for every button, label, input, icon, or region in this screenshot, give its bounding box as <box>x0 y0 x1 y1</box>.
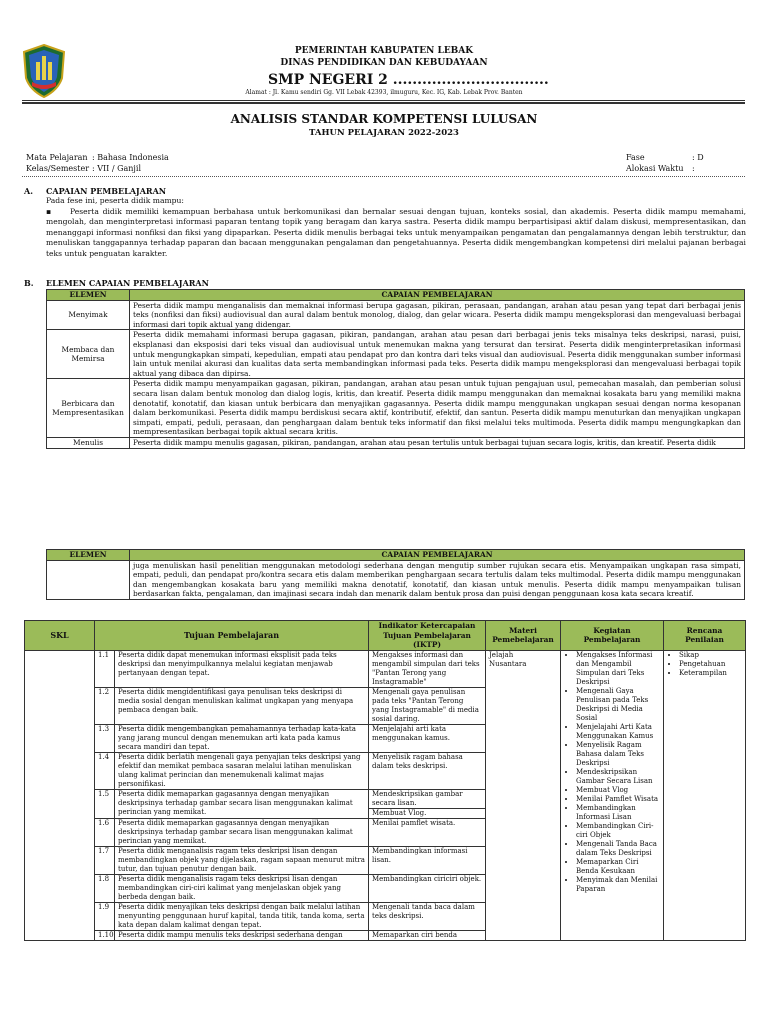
iktp-text: Memaparkan ciri benda <box>369 930 486 940</box>
tp-text: Peserta didik mengidentifikasi gaya penulisan teks deskripsi di media sosial dengan menuliskan kalimat ungkapan yang menyapa pembaca dengan baik. <box>115 687 369 724</box>
document-title: ANALISIS STANDAR KOMPETENSI LULUSAN <box>230 112 538 126</box>
school-address: Alamat : Jl. Kamu sendiri Gg. VII Lebak 42393, ilmuguru, Kec. IG, Kab. Lebak Prov. Banten <box>245 89 523 96</box>
bullet-marker: ▪ <box>46 207 52 216</box>
elemen-name-empty <box>47 560 130 599</box>
elemen-table <box>46 289 745 449</box>
elemen-name: Berbicara dan Mempresentasikan <box>47 379 130 438</box>
meta-divider <box>22 176 745 177</box>
col-capaian: CAPAIAN PEMBELAJARAN <box>130 290 745 301</box>
list-item: • Mendeskripsikan Gambar Secara Lisan <box>576 768 660 786</box>
tp-number: 1.7 <box>95 846 115 874</box>
skl-cell <box>25 650 95 940</box>
elemen-table-header <box>47 550 745 561</box>
department-name: DINAS PENDIDIKAN DAN KEBUDAYAAN <box>280 58 488 68</box>
elemen-capaian: Peserta didik mampu menganalisis dan memaknai informasi berupa gagasan, pikiran, perasaan, pandangan, arahan atau pesan yang tepat dari berbagai jenis teks (nonfiksi dan fiksi) audiovisual dan aural dalam bentuk monolog, dialog, dan gelar wicara. Peserta didik mampu mengeksplorasi dan mengevaluasi berbagai informasi dari topik aktual yang didengar. <box>130 300 745 330</box>
government-name: PEMERINTAH KABUPATEN LEBAK <box>294 46 474 56</box>
iktp-split-cell <box>369 789 486 818</box>
table-row <box>25 650 746 687</box>
tp-number: 1.4 <box>95 752 115 789</box>
list-item: • Mengakses Informasi dan Mengambil Simpulan dari Teks Deskripsi <box>576 651 660 687</box>
col-skl: SKL <box>25 621 95 651</box>
col-elemen: ELEMEN <box>47 290 130 301</box>
tp-text: Peserta didik menganalisis ragam teks deskripsi lisan dengan membandingkan objek yang dijelaskan, ragam sapaan menurut mitra tutur, dan tujuan penutur dengan baik. <box>115 846 369 874</box>
list-item: • Menilai Pamflet Wisata <box>576 795 660 804</box>
materi-line: Jelajah <box>489 650 514 659</box>
table-row <box>47 330 745 379</box>
col-tujuan: Tujuan Pembelajaran <box>95 621 369 651</box>
skl-table-header <box>25 621 746 651</box>
letterhead <box>0 0 768 110</box>
phase-value: : D <box>692 153 704 162</box>
elemen-name: Membaca dan Memirsa <box>47 330 130 379</box>
kegiatan-cell <box>561 650 664 940</box>
list-item: • Menyimak dan Menilai Paparan <box>576 876 660 894</box>
list-item: • Memaparkan Ciri Benda Kesukaan <box>576 858 660 876</box>
tp-number: 1.5 <box>95 789 115 818</box>
materi-line: Nusantara <box>489 659 527 668</box>
list-item: • Mengenali Tanda Baca dalam Teks Deskripsi <box>576 840 660 858</box>
col-kegiatan: Kegiatan Pembelajaran <box>561 621 664 651</box>
col-elemen: ELEMEN <box>47 550 130 561</box>
tp-text: Peserta didik memaparkan gagasannya dengan menyajikan deskripsinya terhadap gambar secara lisan menggunakan kalimat perincian yang memikat. <box>115 789 369 818</box>
elemen-table-header <box>47 290 745 301</box>
header-divider <box>22 100 745 101</box>
iktp-text: Menilai pamflet wisata. <box>369 818 486 846</box>
table-row <box>47 437 745 448</box>
elemen-table-continued <box>46 549 745 600</box>
list-item: • Membuat Vlog <box>576 786 660 795</box>
penilaian-cell <box>664 650 746 940</box>
section-b-heading: ELEMEN CAPAIAN PEMBELAJARAN <box>46 278 209 288</box>
list-item: • Membandingkan Informasi Lisan <box>576 804 660 822</box>
col-materi: Materi Pemebelajaran <box>486 621 561 651</box>
col-penilaian: Rencana Penilaian <box>664 621 746 651</box>
tp-number: 1.1 <box>95 650 115 687</box>
iktp-text: Mengakses informasi dan mengambil simpulan dari teks "Pantan Terong yang Instagramable" <box>369 650 486 687</box>
tp-text: Peserta didik dapat menemukan informasi eksplisit pada teks deskripsi dan menyimpulkannya melalui kegiatan menjawab pertanyaan dengan tepat. <box>115 650 369 687</box>
materi-cell <box>486 650 561 940</box>
class-value: : VII / Ganjil <box>92 164 142 173</box>
tp-number: 1.10 <box>95 930 115 940</box>
list-item: • Mengenali Gaya Penulisan pada Teks Deskripsi di Media Sosial <box>576 687 660 723</box>
elemen-name: Menyimak <box>47 300 130 330</box>
elemen-capaian: Peserta didik memahami informasi berupa gagasan, pikiran, pandangan, arahan atau pesan dari berbagai jenis teks misalnya teks deskripsi, narasi, puisi, eksplanasi dan eksposisi dari teks visual dan audiovisual untuk menemukan makna yang tersurat dan tersirat. Peserta didik menginterpretasikan informasi untuk mengungkapkan simpati, kepedulian, empati atau pendapat pro dan kontra dari teks visual dan audiovisual. Peserta didik menggunakan sumber informasi lain untuk menilai akurasi dan kualitas data serta membandingkan informasi pada teks. Peserta didik mampu mengeksplorasi dan mengevaluasi berbagai topik aktual yang dibaca dan dipirsa. <box>130 330 745 379</box>
skl-table <box>24 620 746 941</box>
subject-label: Mata Pelajaran <box>26 153 88 162</box>
header-divider-thick <box>22 102 745 104</box>
section-a-heading: CAPAIAN PEMBELAJARAN <box>46 186 167 196</box>
section-b-letter: B. <box>24 278 34 288</box>
list-item: • Pengetahuan <box>679 660 742 669</box>
elemen-capaian: Peserta didik mampu menyampaikan gagasan, pikiran, pandangan, arahan atau pesan untuk tujuan pengajuan usul, pemecahan masalah, dan pemberian solusi secara lisan dalam bentuk monolog dan dialog logis, kritis, dan kreatif. Peserta didik mampu menggunakan dan memaknai kosakata baru yang memiliki makna denotatif, konotatif, dan kiasan untuk berbicara dan menyajikan gagasannya. Peserta didik mampu menggunakan ungkapan sesuai dengan norma kesopanan dalam berkomunikasi. Peserta didik mampu berdiskusi secara aktif, kontributif, efektif, dan santun. Peserta didik mampu menuturkan dan menyajikan ungkapan simpati, empati, peduli, perasaan, dan penghargaan dalam bentuk teks informatif dan fiksi melalui teks multimoda. Peserta didik mampu mengungkapkan dan mempresentasikan berbagai topik aktual secara kritis. <box>130 379 745 438</box>
tp-number: 1.9 <box>95 902 115 930</box>
iktp-text: Mengenali gaya penulisan pada teks "Pantan Terong yang Instagramable" di media sosial daring. <box>369 687 486 724</box>
section-a-letter: A. <box>24 186 33 196</box>
tp-number: 1.6 <box>95 818 115 846</box>
elemen-capaian: Peserta didik mampu menulis gagasan, pikiran, pandangan, arahan atau pesan tertulis untuk berbagai tujuan secara logis, kritis, dan kreatif. Peserta didik <box>130 437 745 448</box>
tp-number: 1.8 <box>95 874 115 902</box>
tp-text: Peserta didik mampu menulis teks deskripsi sederhana dengan <box>115 930 369 940</box>
iktp-text: Mengenali tanda baca dalam teks deskripsi. <box>369 902 486 930</box>
time-value: : <box>692 164 695 173</box>
time-label: Alokasi Waktu <box>626 164 684 173</box>
iktp-text: Membandingkan ciriciri objek. <box>369 874 486 902</box>
iktp-text: Membuat Vlog. <box>372 808 427 817</box>
class-label: Kelas/Semester <box>26 164 90 173</box>
iktp-text: Menjelajahi arti kata menggunakan kamus. <box>369 724 486 752</box>
table-row <box>47 379 745 438</box>
list-item: • Keterampilan <box>679 669 742 678</box>
tp-number: 1.2 <box>95 687 115 724</box>
iktp-text: Menyelisik ragam bahasa dalam teks deskripsi. <box>369 752 486 789</box>
document-subtitle: TAHUN PELAJARAN 2022-2023 <box>309 128 459 138</box>
tp-text: Peserta didik memaparkan gagasannya dengan menyajikan deskripsinya terhadap gambar secara lisan menggunakan kalimat perincian yang memikat. <box>115 818 369 846</box>
list-item: • Menyelisik Ragam Bahasa dalam Teks Deskripsi <box>576 741 660 768</box>
section-a-bullet: Peserta didik memiliki kemampuan berbahasa untuk berkomunikasi dan bernalar sesuai dengan tujuan, konteks sosial, dan akademis. Peserta didik mampu memahami, mengolah, dan menginterpretasi informasi paparan tentang topik yang beragam dan karya sastra. Peserta didik mampu berpartisipasi aktif dalam diskusi, mempresentasikan, dan menanggapi informasi nonfiksi dan fiksi yang dipaparkan. Peserta didik menulis berbagai teks untuk menyampaikan pengamatan dan pengalamannya dengan lebih terstruktur, dan menuliskan tanggapannya terhadap paparan dan bacaan menggunakan pengalaman dan pengetahuannya. Peserta didik mengembangkan kompetensi diri melalui pajanan berbagai teks untuk penguatan karakter. <box>46 207 746 258</box>
tp-text: Peserta didik mengembangkan pemahamannya terhadap kata-kata yang jarang muncul dengan menemukan arti kata pada kamus secara mandiri dan tepat. <box>115 724 369 752</box>
col-capaian: CAPAIAN PEMBELAJARAN <box>130 550 745 561</box>
elemen-capaian: juga menuliskan hasil penelitian menggunakan metodologi sederhana dengan mengutip sumber rujukan secara etis. Menyampaikan ungkapan rasa simpati, empati, peduli, dan pendapat pro/kontra secara etis dalam memberikan penghargaan secara tertulis dalam teks multimodal. Peserta didik mampu menggunakan dan mengembangkan kosakata baru yang memiliki makna denotatif, konotatif, dan kiasan untuk menulis. Peserta didik mampu menyampaikan tulisan berdasarkan fakta, pengalaman, dan imajinasi secara indah dan menarik dalam bentuk prosa dan puisi dengan penggunaan kosa kata secara kreatif. <box>130 560 745 599</box>
tp-text: Peserta didik menyajikan teks deskripsi dengan baik melalui latihan menyunting penggunaan huruf kapital, tanda titik, tanda koma, serta kata depan dalam kalimat dengan tepat. <box>115 902 369 930</box>
table-row <box>47 560 745 599</box>
col-iktp: Indikator Ketercapaian Tujuan Pembelajaran (IKTP) <box>369 621 486 651</box>
penilaian-list <box>667 651 742 678</box>
subject-value: : Bahasa Indonesia <box>92 153 169 162</box>
table-row <box>47 300 745 330</box>
elemen-name: Menulis <box>47 437 130 448</box>
kegiatan-list <box>564 651 660 894</box>
list-item: • Menjelajahi Arti Kata Menggunakan Kamus <box>576 723 660 741</box>
tp-text: Peserta didik berlatih mengenali gaya penyajian teks deskripsi yang efektif dan memikat pembaca sasaran melalui latihan menuliskan ulang kalimat perincian dan menemukenali kalimat majas personifikasi. <box>115 752 369 789</box>
tp-number: 1.3 <box>95 724 115 752</box>
phase-label: Fase <box>626 153 645 162</box>
section-a-intro: Pada fese ini, peserta didik mampu: <box>46 196 184 205</box>
iktp-text: Mendeskripsikan gambar secara lisan. <box>369 790 485 809</box>
iktp-text: Membandingkan informasi lisan. <box>369 846 486 874</box>
list-item: • Sikap <box>679 651 742 660</box>
school-name: SMP NEGERI 2 ................................ <box>268 72 549 88</box>
tp-text: Peserta didik menganalisis ragam teks deskripsi lisan dengan membandingkan ciri-ciri kalimat yang menjelaskan objek yang berbeda dengan baik. <box>115 874 369 902</box>
list-item: • Membandingkan Ciri-ciri Objek <box>576 822 660 840</box>
